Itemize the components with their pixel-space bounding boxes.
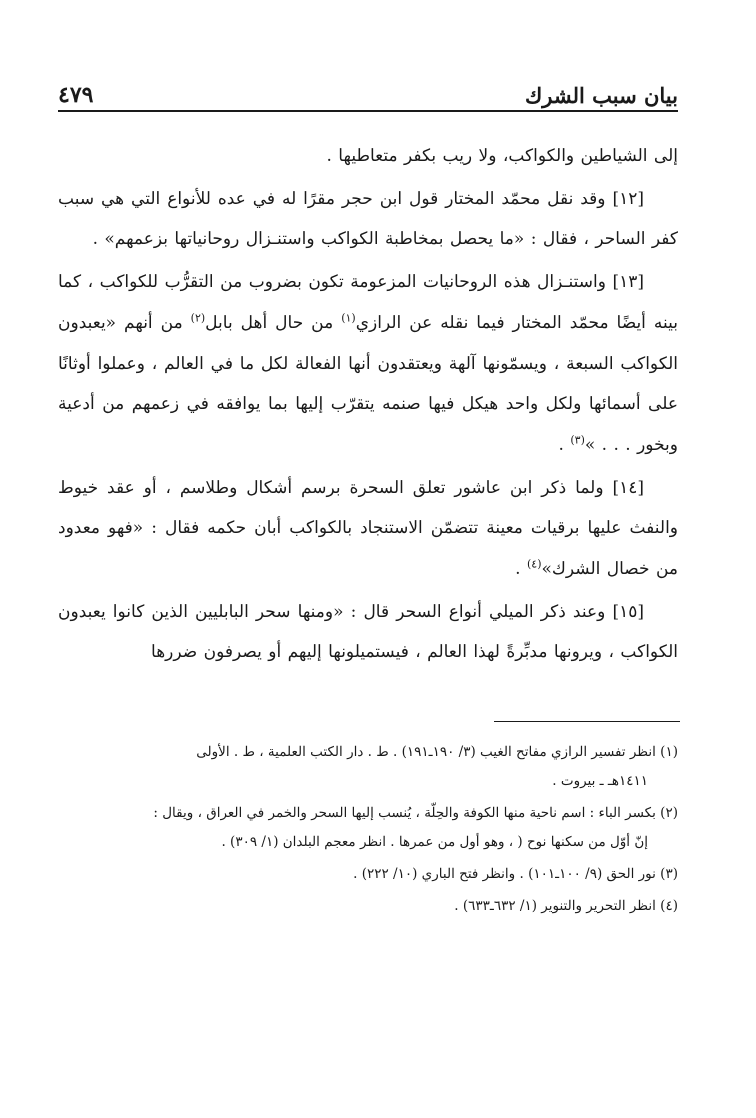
footnote-4 xyxy=(58,892,678,921)
footnote-ref-3[interactable]: (٣) xyxy=(570,433,585,447)
page-number: ٤٧٩ xyxy=(58,82,94,108)
paragraph-text: . xyxy=(515,559,527,580)
footnote-text: (١) انظر تفسير الرازي مفاتح الغيب (٣/ ١٩٠ـ١٩١) . ط . دار الكتب العلمية ، ط . الأولى xyxy=(196,744,678,761)
book-page xyxy=(58,70,678,1070)
footnote-text-continued: إنّ أوّل من سكنها نوح ( ، وهو أول من عمرها . انظر معجم البلدان (١/ ٣٠٩) . xyxy=(221,834,648,851)
paragraph-12 xyxy=(58,179,678,260)
paragraph-text: من أنهم «يعبدون الكواكب السبعة ، ويسمّونها آلهة ويعتقدون أنها الفعالة لكل ما في العالم ، وعملوا أوثانًا على أسمائها ولكل واحد هيكل فيها صنمه يتقرّب إليها بما يوافقه في زعمهم من أدعية وبخور . . . » xyxy=(58,312,679,455)
footnote-ref-4[interactable]: (٤) xyxy=(526,557,542,571)
paragraph-text: إلى الشياطين والكواكب، ولا ريب بكفر متعاطيها . xyxy=(326,146,678,166)
paragraph-number: [١٤] xyxy=(603,477,644,498)
paragraph-number: [١٢] xyxy=(605,188,644,209)
paragraph-text: وعند ذكر الميلي أنواع السحر قال : «ومنها سحر البابليين الذين كانوا يعبدون الكواكب ، ويرونها مدبِّرةً لهذا العالم ، فيستميلونها إليهم أو يصرفون ضررها xyxy=(58,601,678,663)
paragraph-14 xyxy=(58,468,678,590)
footnote-ref-2[interactable]: (٢) xyxy=(190,311,206,325)
main-text xyxy=(58,136,678,673)
footnote-text: (٤) انظر التحرير والتنوير (١/ ٦٣٢ـ٦٣٣) . xyxy=(454,898,678,915)
footnote-separator xyxy=(494,721,680,722)
paragraph-text: واستنـزال هذه الروحانيات المزعومة تكون بضروب من التقرُّب للكواكب ، كما بينه أيضًا محمّد المختار فيما نقله عن الرازي xyxy=(58,272,678,333)
paragraph-number: [١٥] xyxy=(605,601,644,622)
footnote-1 xyxy=(58,738,678,796)
page-header xyxy=(58,70,678,112)
footnote-text-continued: ١٤١١هـ ـ بيروت . xyxy=(552,773,648,790)
footnote-text: (٣) نور الحق (٩/ ١٠٠ـ١٠١) . وانظر فتح الباري (١٠/ ٢٢٢) . xyxy=(353,866,678,883)
paragraph-1 xyxy=(58,136,678,177)
footnote-3 xyxy=(58,860,678,889)
paragraph-13 xyxy=(58,262,678,466)
footnote-text: (٢) بكسر الباء : اسم ناحية منها الكوفة والحِلّة ، يُنسب إليها السحر والخمر في العراق ، ويقال : xyxy=(153,805,678,822)
paragraph-text: وقد نقل محمّد المختار قول ابن حجر مقرًا له في عده للأنواع التي هي سبب كفر الساحر ، فقال : «ما يحصل بمخاطبة الكواكب واستنـزال روحانياتها بزعمهم» . xyxy=(58,188,678,250)
paragraph-number: [١٣] xyxy=(605,272,644,293)
paragraph-text: . xyxy=(558,434,571,455)
paragraph-text: من حال أهل بابل xyxy=(205,312,342,333)
paragraph-15 xyxy=(58,592,678,673)
running-title: بيان سبب الشرك xyxy=(524,83,678,108)
footnotes xyxy=(58,738,678,921)
paragraph-text: ولما ذكر ابن عاشور تعلق السحرة برسم أشكال وطلاسم ، أو عقد خيوط والنفث عليها برقيات معينة تتضمّن الاستنجاد بالكواكب أبان حكمه فقال : «فهو معدود من خصال الشرك» xyxy=(58,477,678,580)
footnote-ref-1[interactable]: (١) xyxy=(341,311,356,325)
footnote-2 xyxy=(58,799,678,857)
